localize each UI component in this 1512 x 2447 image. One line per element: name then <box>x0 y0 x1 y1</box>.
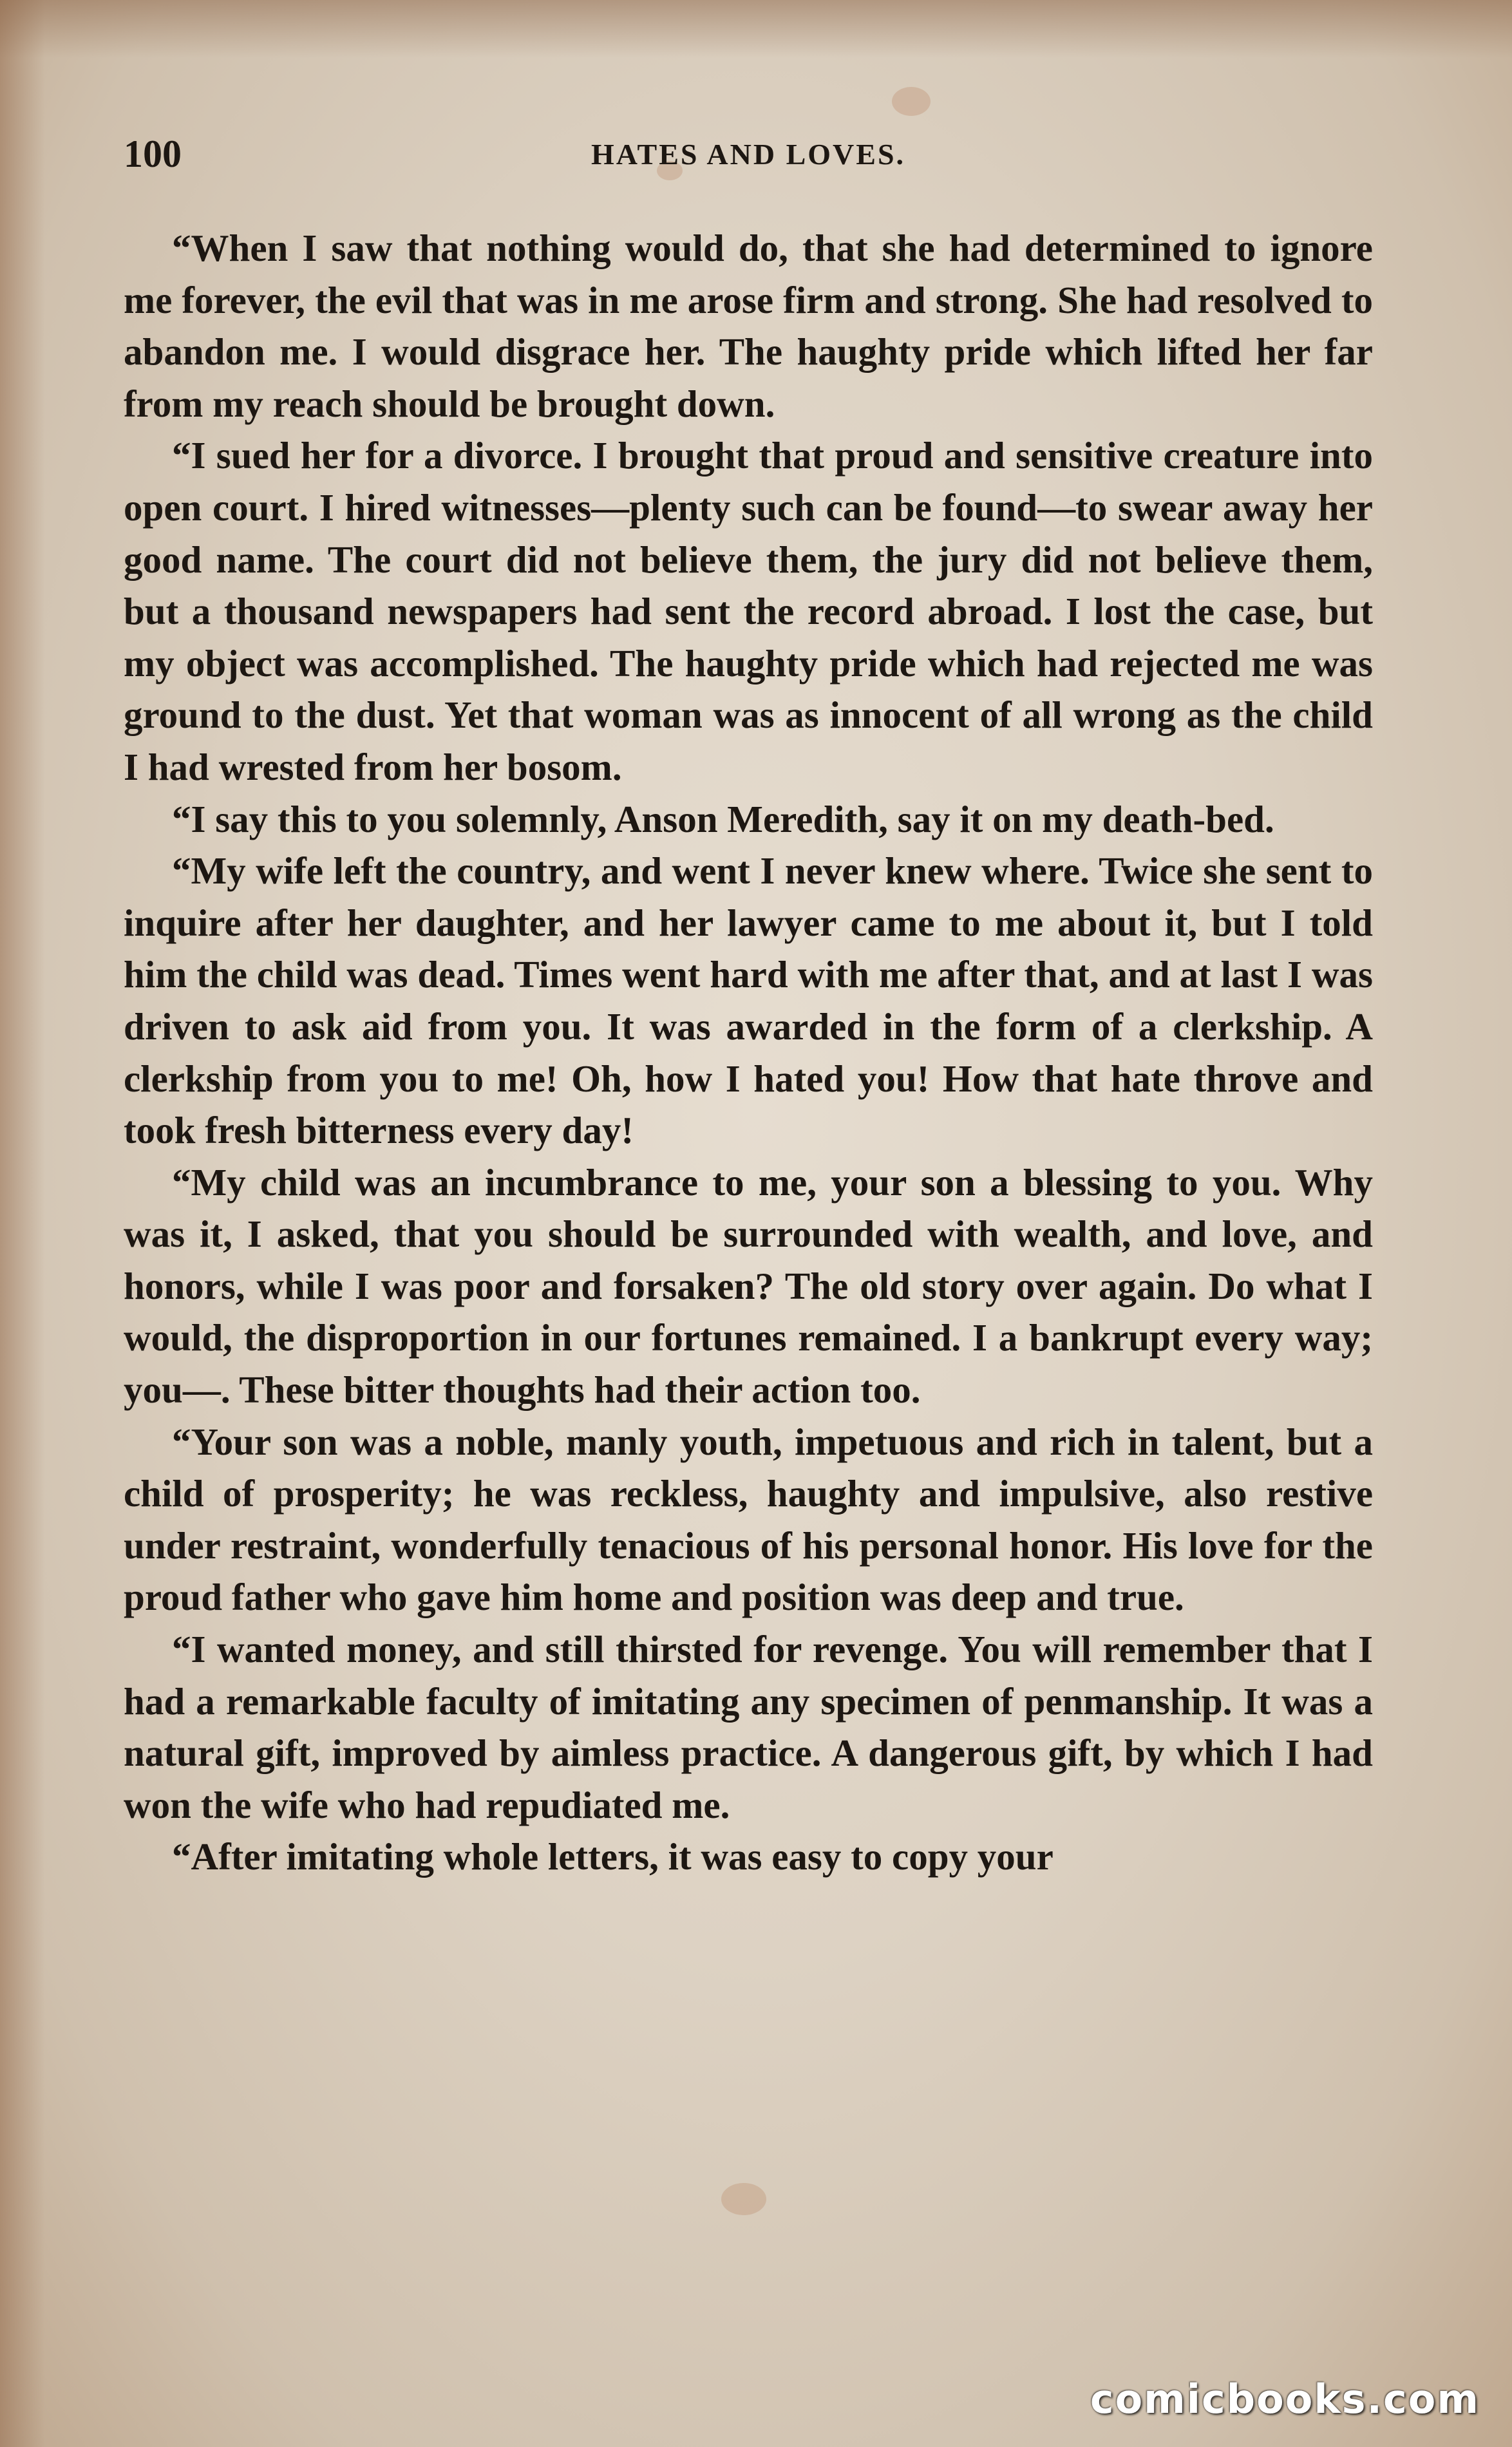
paragraph: “When I saw that nothing would do, that she had determined to ignore me forever, the evil that was in me arose firm and strong. She had resolved to abandon me. I would disgrace her. The haughty pride which lifted her far from my reach should be brought down. <box>124 227 1373 425</box>
paragraph: “I say this to you solemnly, Anson Meredith, say it on my death-bed. <box>172 797 1274 840</box>
paragraph: “I wanted money, and still thirsted for revenge. You will remember that I had a remarkable faculty of imitating any specimen of penmanship. It was a natural gift, improved by aimless practice. A dangerous gift, by which I had won the wife who had repudiated me. <box>124 1628 1373 1826</box>
page-edge-shadow-top <box>0 0 1512 58</box>
paragraph: “My wife left the country, and went I never knew where. Twice she sent to inquire after her daughter, and her lawyer came to me about it, but I told him the child was dead. Times went hard with me after that, and at last I was driven to ask aid from you. It was awarded in the form of a clerkship. A clerkship from you to me! Oh, how I hated you! How that hate throve and took fresh bitterness every day! <box>124 849 1373 1152</box>
running-head: HATES AND LOVES. <box>591 138 906 171</box>
paper-stain <box>892 87 931 116</box>
paragraph: “Your son was a noble, manly youth, impetuous and rich in talent, but a child of prosperity; he was reckless, haughty and impulsive, also restive under restraint, wonderfully tenacious of his personal honor. His love for the proud father who gave him home and position was deep and true. <box>124 1420 1373 1619</box>
body-text <box>124 222 1373 1883</box>
paper-stain <box>721 2183 766 2215</box>
paragraph: “I sued her for a divorce. I brought that proud and sensitive creature into open court. I hired witnesses—plenty such can be found—to swear away her good name. The court did not believe them, the jury did not believe them, but a thousand newspapers had sent the record abroad. I lost the case, but my object was accomplished. The haughty pride which had rejected me was ground to the dust. Yet that woman was as innocent of all wrong as the child I had wrested from her bosom. <box>124 434 1373 788</box>
paragraph: “After imitating whole letters, it was easy to copy your <box>172 1835 1054 1878</box>
paragraph: “My child was an incumbrance to me, your son a blessing to you. Why was it, I asked, that you should be surrounded with wealth, and love, and honors, while I was poor and forsaken? The old story over again. Do what I would, the disproportion in our fortunes remained. I a bankrupt every way; you—. These bitter thoughts had their action too. <box>124 1160 1373 1412</box>
page-number: 100 <box>124 133 182 175</box>
watermark: comicbooks.com <box>1090 2376 1480 2423</box>
page-edge-shadow-left <box>0 0 45 2447</box>
page-header <box>124 132 1373 184</box>
